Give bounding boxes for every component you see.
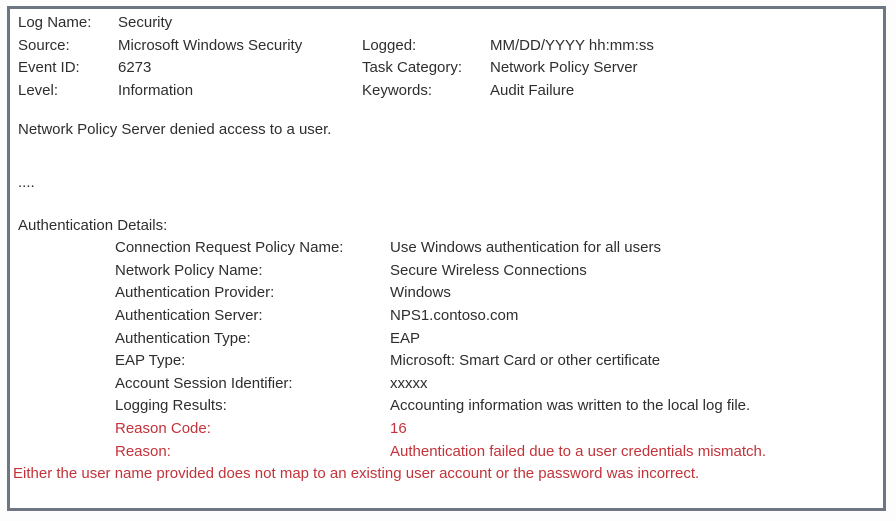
detail-value: Microsoft: Smart Card or other certificate (390, 352, 661, 370)
auth-details-heading: Authentication Details: (18, 216, 168, 234)
field-value: MM/DD/YYYY hh:mm:ss (490, 36, 654, 54)
header-row (18, 12, 877, 35)
detail-row (18, 237, 877, 260)
detail-label: Authentication Server: (115, 306, 263, 324)
field-value (490, 12, 877, 35)
header-row (18, 80, 877, 103)
detail-value: Windows (390, 284, 451, 302)
field-value: Security (118, 14, 173, 31)
detail-label: Account Session Identifier: (115, 374, 293, 392)
field-value: Microsoft Windows Security (118, 36, 303, 54)
detail-label: Authentication Type: (115, 329, 251, 347)
detail-label: Reason Code: (115, 419, 211, 437)
header-row (18, 57, 877, 80)
detail-label: EAP Type: (115, 352, 186, 370)
detail-value: Authentication failed due to a user credentials mismatch. (390, 442, 767, 460)
field-value: Information (118, 81, 194, 99)
event-header (18, 12, 877, 102)
field-label: Logged: (362, 36, 417, 54)
detail-row (18, 373, 877, 396)
field-label: Keywords: (362, 81, 433, 99)
reason-continuation: Either the user name provided does not map to an existing user account or the password was incorrect. (13, 465, 700, 483)
detail-value: Accounting information was written to the local log file. (390, 397, 751, 415)
detail-row (18, 328, 877, 351)
header-row (18, 35, 877, 58)
field-label: Log Name: (18, 14, 92, 31)
detail-row (18, 282, 877, 305)
detail-label: Logging Results: (115, 397, 227, 415)
detail-row (18, 350, 877, 373)
detail-value: Secure Wireless Connections (390, 261, 587, 279)
detail-row-reason (18, 441, 877, 464)
detail-value: NPS1.contoso.com (390, 306, 519, 324)
event-description: Network Policy Server denied access to a user. (18, 121, 332, 139)
detail-label: Authentication Provider: (115, 284, 275, 302)
ellipsis-line: .... (18, 173, 35, 191)
detail-value: Use Windows authentication for all users (390, 239, 661, 257)
detail-label: Network Policy Name: (115, 261, 263, 279)
field-label (362, 12, 490, 35)
field-label: Task Category: (362, 59, 463, 77)
detail-row-reason-code (18, 418, 877, 441)
detail-row (18, 395, 877, 418)
field-value: 6273 (118, 59, 152, 77)
auth-details-list (18, 237, 877, 463)
detail-value: 16 (390, 419, 407, 437)
detail-row (18, 305, 877, 328)
detail-value: EAP (390, 329, 421, 347)
field-label: Source: (18, 36, 70, 54)
field-value: Audit Failure (490, 81, 575, 99)
detail-row (18, 260, 877, 283)
detail-value: xxxxx (390, 374, 428, 392)
detail-label: Connection Request Policy Name: (115, 239, 344, 257)
field-label: Level: (18, 81, 59, 99)
event-log-frame (7, 6, 886, 511)
field-value: Network Policy Server (490, 59, 638, 77)
detail-label: Reason: (115, 442, 171, 460)
field-label: Event ID: (18, 59, 80, 77)
